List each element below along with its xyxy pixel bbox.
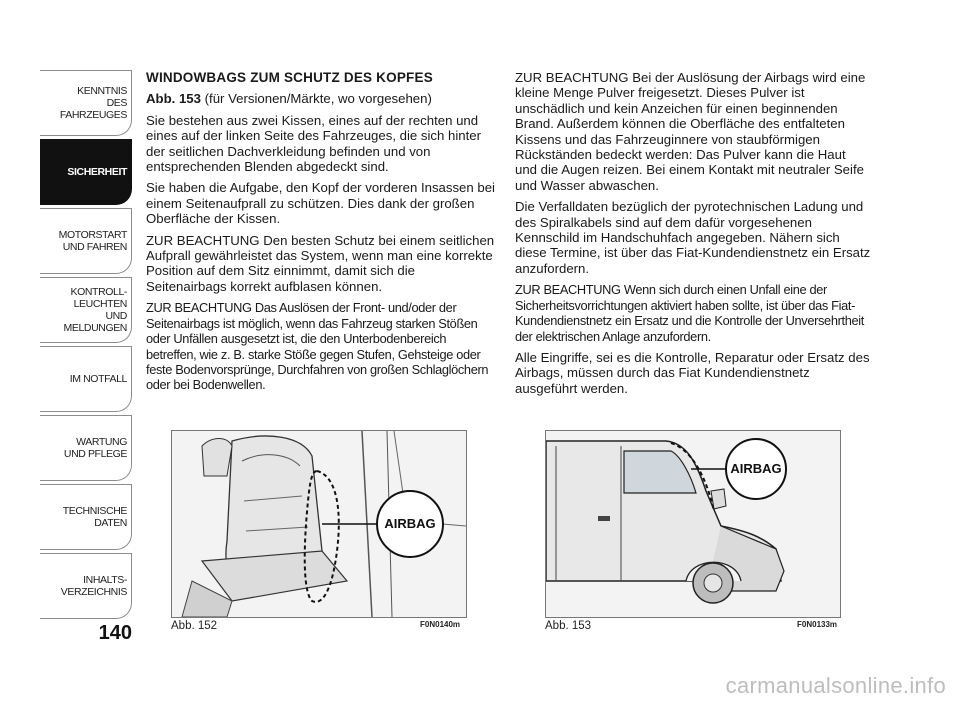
figure-code: F0N0133m xyxy=(797,620,838,629)
figure-reference-label: Abb. 153 xyxy=(146,91,201,107)
figure-van-windowbag xyxy=(545,430,841,618)
airbag-badge-label: AIRBAG xyxy=(730,461,782,476)
tab-im-notfall[interactable]: IM NOTFALL xyxy=(40,346,132,412)
right-text-column xyxy=(515,70,871,402)
airbag-badge-label: AIRBAG xyxy=(384,516,436,531)
tab-sicherheit[interactable]: SICHERHEIT xyxy=(40,139,132,205)
tab-motorstart[interactable]: MOTORSTART UND FAHREN xyxy=(40,208,132,274)
watermark-text: carmanualsonline.info xyxy=(725,673,946,698)
van-illustration xyxy=(546,431,840,617)
paragraph: Alle Eingriffe, sei es die Kontrolle, Reparatur oder Ersatz des Airbags, müssen durch das Fiat Kundendienstnetz ausgeführt werden. xyxy=(515,349,870,396)
figure-caption: Abb. 152 xyxy=(171,620,218,632)
tab-technische-daten[interactable]: TECHNISCHE DATEN xyxy=(40,484,132,550)
paragraph: Sie bestehen aus zwei Kissen, eines auf der rechten und eines auf der linken Seite des Fahrzeuges, die sich hinter der seitlichen Dachverkleidung befinden und von entsprechenden Blenden abgedeckt sind. xyxy=(146,112,482,175)
figure-caption: Abb. 153 xyxy=(545,620,592,632)
figure-reference xyxy=(146,91,496,106)
paragraph: ZUR BEACHTUNG Den besten Schutz bei einem seitlichen Aufprall gewährleistet das System, wenn man eine korrekte Position auf dem Sitz einnimmt, damit sich die Seitenairbags korrekt aufblasen können. xyxy=(146,232,495,294)
tab-inhaltsverzeichnis[interactable]: INHALTS- VERZEICHNIS xyxy=(40,553,132,619)
paragraph: Sie haben die Aufgabe, den Kopf der vorderen Insassen bei einem Seitenaufprall zu schützen. Dies dank der großen Oberfläche der Kissen. xyxy=(146,180,495,227)
tab-kenntnis[interactable]: KENNTNIS DES FAHRZEUGES xyxy=(40,70,132,136)
paragraph: ZUR BEACHTUNG Wenn sich durch einen Unfall eine der Sicherheitsvorrichtungen aktiviert haben sollte, ist über das Fiat-Kundendienstnetz ein Ersatz und die Kontrolle der Unversehrtheit der elektrischen Anlage anzufordern. xyxy=(515,282,864,344)
tab-kontrollleuchten[interactable]: KONTROLL- LEUCHTEN UND MELDUNGEN xyxy=(40,277,132,343)
figure-reference-note: (für Versionen/Märkte, wo vorgesehen) xyxy=(200,91,432,107)
section-heading: WINDOWBAGS ZUM SCHUTZ DES KOPFES xyxy=(146,70,433,85)
paragraph: ZUR BEACHTUNG Bei der Auslösung der Airbags wird eine kleine Menge Pulver freigesetzt. Dieses Pulver ist unschädlich und kein Anzeichen für einen beginnenden Brand. Außerdem können die Oberfläche des entfalteten Kissens und das Fahrzeuginnere von staubförmigen Rückständen bedeckt werden: Das Pulver kann die Haut und die Augen reizen. Bei einem Kontakt mit neutraler Seife und Wasser abwaschen. xyxy=(515,70,866,193)
paragraph: ZUR BEACHTUNG Das Auslösen der Front- und/oder der Seitenairbags ist möglich, wenn das Fahrzeug starken Stößen oder Unfällen ausgesetzt ist, die den Unterbodenbereich betreffen, wie z. B. starke Stöße gegen Stufen, Gehsteige oder feste Bodenvorsprünge, Durchfahren von großen Schlaglöchern oder bei Bodenwellen. xyxy=(146,300,489,393)
page-number: 140 xyxy=(98,622,132,644)
tab-wartung[interactable]: WARTUNG UND PFLEGE xyxy=(40,415,132,481)
left-text-column xyxy=(146,70,496,399)
paragraph: Die Verfalldaten bezüglich der pyrotechnischen Ladung und des Spiralkabels sind auf dem dafür vorgesehenen Kennschild im Handschuhfach angegeben. Nähern sich diese Termine, ist über das Fiat-Kundendienstnetz ein Ersatz anzufordern. xyxy=(515,199,871,276)
figure-seat-airbag xyxy=(171,430,467,618)
figure-code: F0N0140m xyxy=(420,620,461,629)
